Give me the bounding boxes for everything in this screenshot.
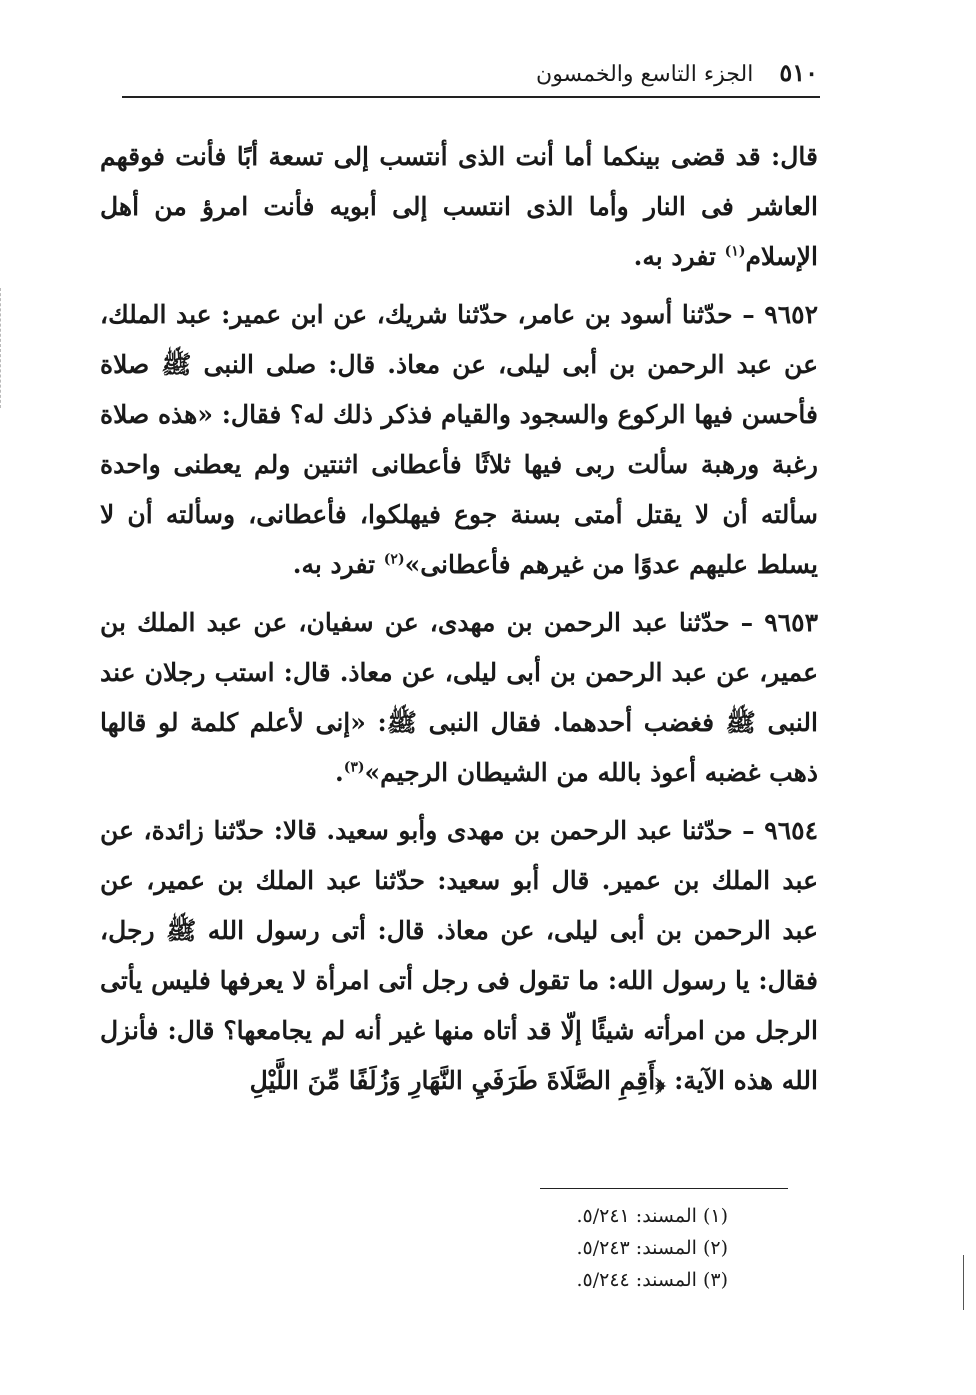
footnote: (١) المسند: ٥/٢٤١. — [576, 1205, 728, 1227]
footnote: (٢) المسند: ٥/٢٤٣. — [576, 1237, 728, 1259]
margin-scan-mark — [0, 288, 2, 408]
footnote-reference: (٣) — [343, 759, 365, 776]
main-text — [100, 132, 818, 1114]
page-edge-mark — [963, 1255, 964, 1310]
paragraph-text: – حدّثنا أسود بن عامر، حدّثنا شريك، عن ابن عمير: عبد الملك، عن عبد الرحمن بن أبى ليلى، عن معاذ. قال: صلى النبى ﷺ صلاة فأحسن فيها الركوع والسجود والقيام فذكر ذلك له؟ فقال: «هذه صلاة رغبة ورهبة سألت ربى فيها ثلاثًا فأعطانى اثنتين ولم يعطنى واحدة سألته أن لا يقتل أمتى بسنة جوع فيهلكوا، فأعطانى، وسألته أن لا يسلط عليهم عدوًا من غيرهم فأعطانى» — [100, 300, 818, 579]
paragraph-text: قال: قد قضى بينكما أما أنت الذى أنتسب إلى تسعة أبًا فأنت فوقهم العاشر فى النار وأما الذى انتسب إلى أبويه فأنت امرؤ من أهل الإسلام — [100, 142, 818, 271]
header-divider — [122, 96, 820, 98]
running-title: الجزء التاسع والخمسون — [536, 62, 754, 87]
hadith-number: ٩٦٥٤ — [764, 816, 818, 845]
page-number: ٥١٠ — [779, 58, 818, 87]
footnote: (٣) المسند: ٥/٢٤٤. — [576, 1269, 728, 1291]
footnotes-divider — [540, 1188, 788, 1189]
paragraph-tail: . — [334, 758, 344, 787]
footnote-reference: (١) — [724, 243, 746, 260]
paragraph — [100, 598, 818, 798]
hadith-number: ٩٦٥٣ — [764, 608, 818, 637]
paragraph — [100, 806, 818, 1106]
paragraph-tail: تفرد به. — [292, 550, 384, 579]
paragraph-tail: تفرد به. — [633, 242, 725, 271]
hadith-number: ٩٦٥٢ — [764, 300, 818, 329]
footnote-reference: (٢) — [383, 551, 405, 568]
paragraph-text: – حدّثنا عبد الرحمن بن مهدى وأبو سعيد. قالا: حدّثنا زائدة، عن عبد الملك بن عمير. قال أبو سعيد: حدّثنا عبد الملك بن عمير، عن عبد الرحمن بن أبى ليلى، عن معاذ. قال: أتى رسول الله ﷺ رجل، فقال: يا رسول الله: ما تقول فى رجل أتى امرأة لا يعرفها فليس يأتى الرجل من امرأته شيئًا إلّا قد أتاه منها غير أنه لم يجامعها؟ قال: فأنزل الله هذه الآية: ﴿أَقِمِ الصَّلَاةَ طَرَفَيِ النَّهَارِ وَزُلَفًا مِّنَ اللَّيْلِ — [100, 816, 818, 1095]
page-header — [118, 58, 818, 98]
footnotes — [440, 1200, 728, 1296]
paragraph-text: – حدّثنا عبد الرحمن بن مهدى، عن سفيان، عن عبد الملك بن عمير، عن عبد الرحمن بن أبى ليلى، عن معاذ. قال: استب رجلان عند النبى ﷺ فغضب أحدهما. فقال النبى ﷺ: «إنى لأعلم كلمة لو قالها ذهب غضبه أعوذ بالله من الشيطان الرجيم» — [100, 608, 818, 787]
paragraph — [100, 290, 818, 590]
paragraph — [100, 132, 818, 282]
